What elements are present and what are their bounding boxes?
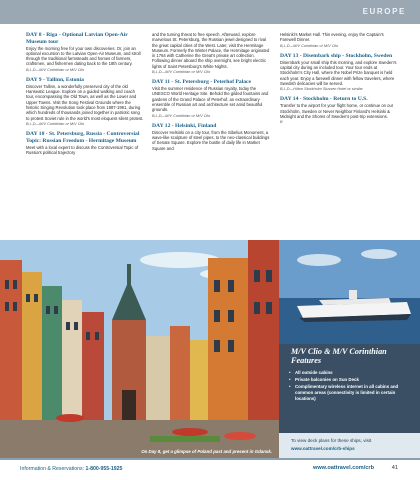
itinerary-column-2 [152, 32, 270, 155]
day-body: Discover Helsinki on a city tour, from the Sibelius Monument, a wave-like sculpture of steel pipes, to the neo-classical buildings of Senate Square. Explore the bustle of daily life in Market Square and [152, 129, 270, 151]
day-heading: DAY 8 - Riga - Optional Latvian Open-Air Museum tour [26, 32, 128, 45]
footer-divider [0, 458, 420, 460]
day-meals: B,L,D—M/V Corinthian or M/V Clio [152, 113, 211, 118]
itinerary-day [152, 79, 270, 119]
day-heading: DAY 13 - Disembark ship - Stockholm, Sweden [280, 52, 393, 59]
page-footer [0, 458, 420, 480]
day-body: Transfer to the airport for your flight home, or continue on our Stockholm, Sweden or Never Neighbor Finland's Helsinki & Midnight and the Shores of Sweden's post-trip extensions. [280, 103, 394, 119]
day-meals: B,L,D—M/V Corinthian or M/V Clio [280, 43, 339, 48]
day-meals: B,L,D—M/V Corinthian or M/V Clio [26, 67, 85, 72]
itinerary-day [26, 77, 144, 127]
phone-number[interactable]: 1-800-955-1925 [85, 466, 123, 472]
itinerary-day [152, 123, 270, 151]
photo-caption: On Day 8, get a glimpse of Poland past and present in Gdansk. [141, 449, 272, 454]
deck-plans-link[interactable]: www.oattravel.com/crb-ships [291, 446, 355, 451]
day-heading: DAY 9 - Tallinn, Estonia [26, 77, 84, 84]
ship-photo [279, 240, 420, 344]
itinerary-day [152, 32, 270, 75]
page-number: 41 [391, 465, 398, 471]
section-label: EUROPE [362, 7, 406, 16]
day-meals: B,L,D—M/V Corinthian or M/V Clio [26, 121, 85, 126]
deck-plans-callout [279, 433, 420, 458]
feature-list [287, 370, 415, 403]
day-heading: DAY 12 - Helsinki, Finland [152, 122, 217, 129]
itinerary-day [280, 96, 398, 125]
day-body: Visit the summer residence of Russian royalty, today the UNESCO World Heritage Site. Behold the gilded fountains and gardens of the Grand Palace of Peterhof, an extraordinary ensemble of Russian art and architecture set amid beautiful grounds. [152, 86, 269, 113]
itinerary-day [280, 32, 398, 49]
reservations-label: Information & Reservations: [20, 466, 85, 472]
feature-item: • Private balconies on Sun Deck [287, 377, 415, 383]
day-body: Enjoy the morning free for your own discoveries. Or, join an optional excursion to the Latvian Open-Air Museum, and stroll through the traditional farmsteads and homes of farmers, craftsmen, and fishermen dating back to the 18th century. [26, 45, 141, 67]
feature-item: • Complimentary wireless internet in all cabins and common areas (connectivity is limited in certain locations) [287, 384, 415, 402]
ship-features-panel [279, 240, 420, 458]
day-meals: B,L,D—Hilton Stockholm Slussen Hotel or similar [280, 87, 363, 92]
day-body: Disembark your small ship this morning, and explore Sweden's capital city during an included tour. Your tour ends at Stockholm's City Hall, where the Nobel Prize banquet is held each year. Enjoy a farewell dinner with fellow travelers, where Swedish delicacies will be served. [280, 59, 397, 86]
cta-text: To view deck plans for these ships, visit [291, 438, 372, 443]
itinerary-day [26, 32, 144, 73]
itinerary-day [280, 53, 398, 93]
itinerary-column-3 [280, 32, 398, 129]
day-body: Discover Tallinn, a wonderfully preserved city of the old Hanseatic League. Explore on a guided walking and coach tour, encompassing the Old Town, as well as the Lower and Upper Towns. Visit the Song Festival Grounds where the historic Singing Revolution took place from 1987-1991, during which hundreds of thousands joined together in patriotic song to protest Soviet rule in the world's most eloquent silent protest. [26, 83, 144, 121]
itinerary-column-1 [26, 32, 144, 159]
day-body: and the turning threat to free speech. Afterward, explore marvelous St. Petersburg, the Russian jewel designed to rival the great capital cities of the West. Later, visit the Hermitage Museum. Formerly the Winter Palace, the Hermitage originated in 1764 with Catherine the Great's private art collection. Following dinner aboard the ship overnight, see bright electric lights of Saint Petersburg's White Nights. [152, 32, 270, 69]
day-heading: DAY 10 - St. Petersburg, Russia - Controversial Topic: Russian Freedom - Hermitage Museum [26, 131, 140, 145]
top-banner [0, 0, 420, 24]
day-heading: DAY 11 - St. Petersburg - Peterhof Palace [152, 79, 252, 86]
panel-title: M/V Clio & M/V Corinthian Features [291, 347, 387, 366]
day-meals: B [280, 120, 283, 125]
day-body: Meet with a local expert to discuss the Controversial Topic of Russia's political trajectory [26, 144, 139, 156]
feature-item: • All outside cabins [287, 370, 415, 376]
itinerary-day [26, 131, 144, 155]
day-body: Helsinki's Market Hall. This evening, enjoy the Captain's Farewell Dinner. [280, 32, 384, 43]
website-link[interactable]: www.oattravel.com/crb [312, 465, 374, 471]
day-heading: DAY 14 - Stockholm - Return to U.S. [280, 96, 368, 103]
ship-illustration [279, 240, 420, 344]
day-meals: B,L,D—M/V Corinthian or M/V Clio [152, 70, 211, 75]
reservations-info [20, 466, 122, 472]
